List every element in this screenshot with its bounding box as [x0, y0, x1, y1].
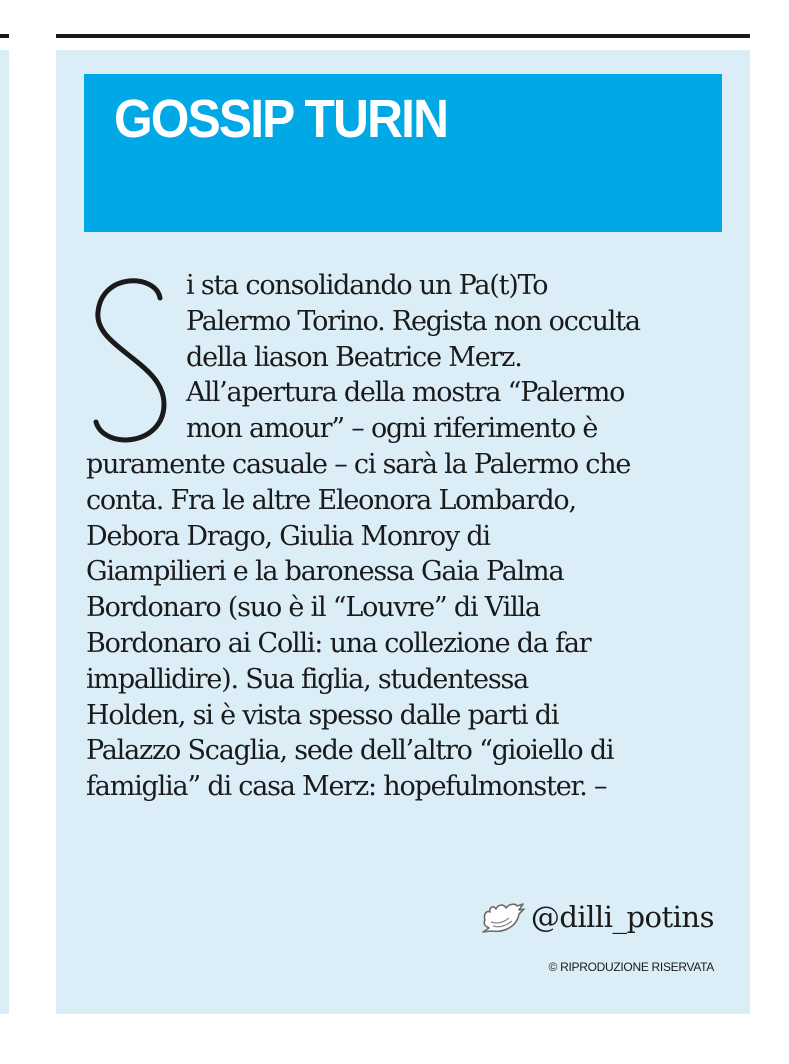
column-title: GOSSIP TURIN [114, 89, 448, 149]
twitter-bird-icon [479, 898, 525, 936]
top-rule [56, 34, 750, 38]
article-line: mon amour” – ogni riferimento è [186, 413, 598, 445]
article-line: i sta consolidando un Pa(t)To [186, 270, 548, 301]
twitter-handle: @dilli_potins [530, 900, 714, 934]
article-line: Bordonaro (suo è il “Louvre” di Villa [86, 592, 540, 624]
drop-cap [86, 270, 174, 452]
article-line: Palermo Torino. Regista non occulta [186, 305, 640, 337]
article-line: Debora Drago, Giulia Monroy di [86, 520, 490, 552]
header-band [84, 74, 722, 232]
article-line: Bordonaro ai Colli: una collezione da far [86, 628, 591, 659]
left-column-rule [0, 34, 9, 38]
twitter-signature [479, 898, 714, 936]
article-line: conta. Fra le altre Eleonora Lombardo, [86, 484, 576, 516]
article-line: puramente casuale – ci sarà la Palermo che [86, 449, 631, 480]
adjacent-column-edge [0, 50, 9, 1014]
article-line: Giampilieri e la baronessa Gaia Palma [86, 556, 564, 588]
article-line: Holden, si è vista spesso dalle parti di [86, 699, 559, 731]
article-line: della liason Beatrice Merz. [186, 341, 522, 373]
gossip-column [56, 50, 750, 1014]
copyright-notice: © RIPRODUZIONE RISERVATA [548, 960, 714, 974]
article-line: All’apertura della mostra “Palermo [186, 377, 625, 409]
article-line: famiglia” di casa Merz: hopefulmonster. – [86, 771, 607, 803]
article-line: impallidire). Sua figlia, studentessa [86, 663, 529, 695]
article-line: Palazzo Scaglia, sede dell’altro “gioiello di [86, 735, 614, 767]
